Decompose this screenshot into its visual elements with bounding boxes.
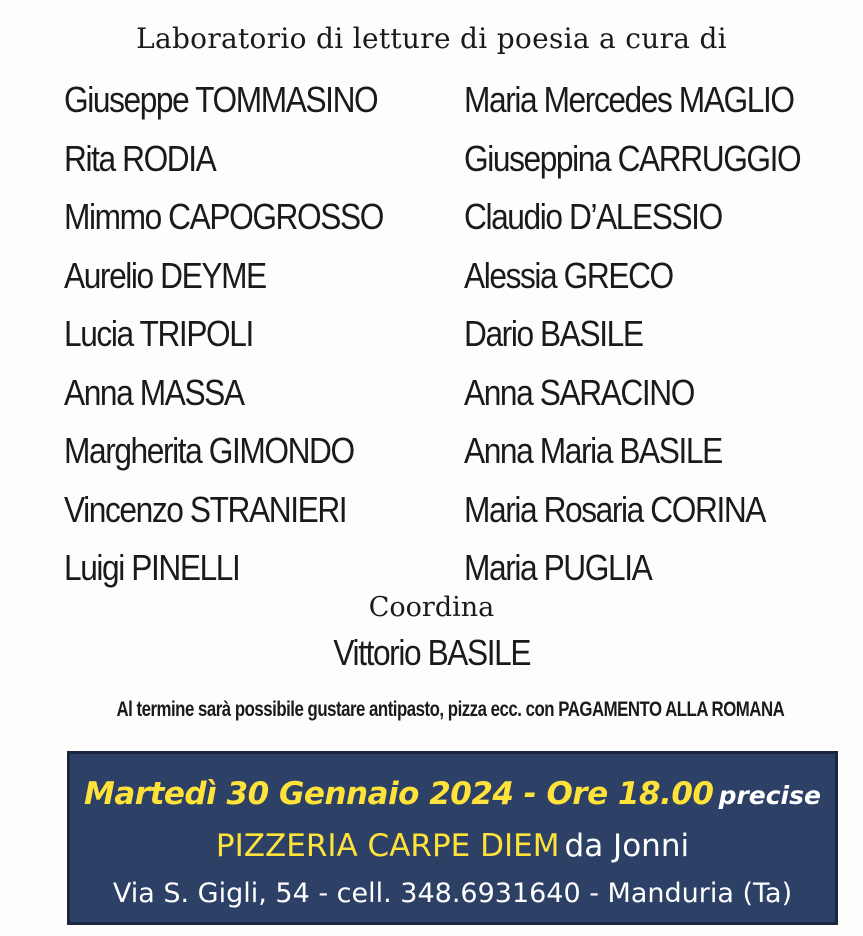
reader-name: Rita RODIA (64, 137, 216, 179)
reader-name: Dario BASILE (464, 313, 643, 354)
reader-name: Giuseppe TOMMASINO (64, 79, 378, 120)
event-date: Martedì 30 Gennaio 2024 - Ore 18.00 (84, 776, 714, 812)
reader-name: Mimmo CAPOGROSSO (64, 196, 383, 237)
intro-heading: Laboratorio di letture di poesia a cura di (136, 22, 727, 55)
date-line (70, 776, 835, 812)
reader-name: Giuseppina CARRUGGIO (464, 137, 801, 179)
venue-suffix: da Jonni (564, 828, 690, 864)
coordinator-name-wrap (0, 632, 863, 674)
reader-name: Maria PUGLIA (464, 547, 652, 588)
venue-line (70, 828, 835, 864)
coordinator-label: Coordina (368, 592, 495, 623)
reader-name: Lucia TRIPOLI (64, 313, 253, 354)
readers-list-left (64, 80, 383, 607)
event-banner (67, 751, 838, 925)
coordinator-name: Vittorio BASILE (333, 632, 530, 673)
venue-address: Via S. Gigli, 54 - cell. 348.6931640 - Manduria (Ta) (112, 878, 793, 909)
reader-name: Maria Rosaria CORINA (464, 488, 766, 530)
reader-name: Maria Mercedes MAGLIO (464, 79, 794, 120)
payment-note: Al termine sarà possibile gustare antipasto, pizza ecc. con PAGAMENTO ALLA ROMANA (116, 698, 784, 721)
event-precise: precise (718, 781, 821, 810)
reader-name: Claudio D’ALESSIO (464, 196, 722, 237)
reader-name: Luigi PINELLI (64, 547, 240, 588)
reader-name: Aurelio DEYME (64, 254, 266, 296)
reader-name: Vincenzo STRANIERI (64, 488, 347, 530)
venue-name: PIZZERIA CARPE DIEM (215, 828, 560, 864)
readers-list-right (464, 80, 800, 607)
payment-note-wrap (0, 698, 863, 722)
reader-name: Margherita GIMONDO (64, 430, 354, 471)
reader-name: Anna Maria BASILE (464, 430, 722, 471)
reader-name: Alessia GRECO (464, 254, 673, 296)
reader-name: Anna MASSA (64, 371, 244, 413)
reader-name: Anna SARACINO (464, 371, 694, 413)
